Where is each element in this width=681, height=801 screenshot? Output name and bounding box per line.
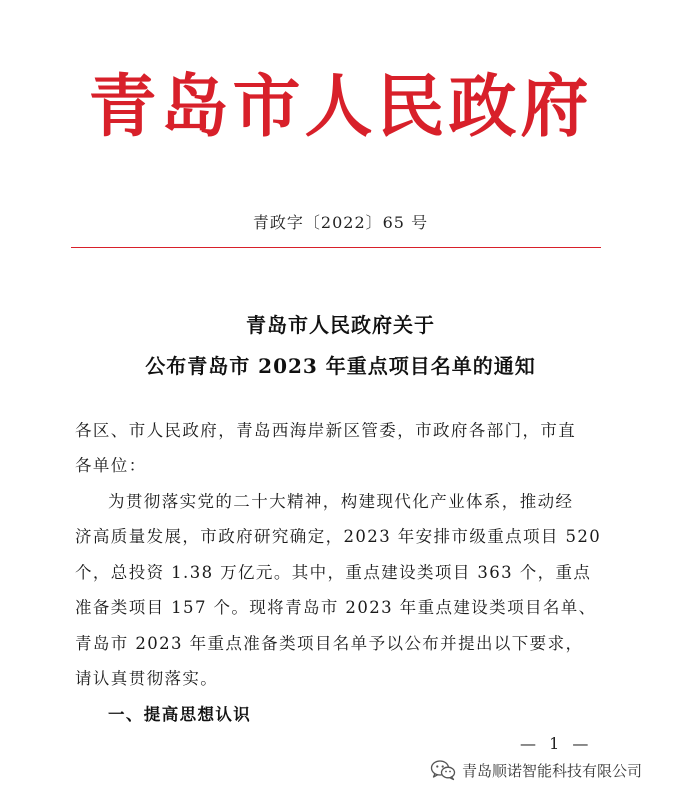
- body-paragraph-line-4: 准备类项目 157 个。现将青岛市 2023 年重点建设类项目名单、: [75, 598, 597, 617]
- notice-title-line-1: 青岛市人民政府关于: [246, 313, 435, 337]
- issuer-header: 青岛市人民政府: [88, 67, 593, 147]
- wechat-icon: [430, 759, 456, 781]
- body-paragraph-line-5: 青岛市 2023 年重点准备类项目名单予以公布并提出以下要求，: [75, 634, 584, 653]
- red-separator-line: [71, 247, 601, 248]
- page-number: — 1 —: [520, 734, 593, 753]
- body-paragraph-line-6: 请认真贯彻落实。: [75, 669, 219, 688]
- notice-title-line-2: 公布青岛市 2023 年重点项目名单的通知: [145, 354, 536, 378]
- body-line-addressees-cont: 各单位：: [75, 456, 147, 475]
- body-paragraph-line-2: 济高质量发展，市政府研究确定，2023 年安排市级重点项目 520: [75, 527, 602, 546]
- body-paragraph-line-1: 为贯彻落实党的二十大精神，构建现代化产业体系，推动经: [108, 492, 574, 511]
- body-line-addressees: 各区、市人民政府，青岛西海岸新区管委，市政府各部门，市直: [75, 421, 577, 440]
- watermark: [430, 758, 642, 782]
- watermark-text: 青岛顺诺智能科技有限公司: [462, 761, 643, 780]
- section-heading: 一、提高思想认识: [108, 705, 252, 724]
- body-paragraph-line-3: 个，总投资 1.38 万亿元。其中，重点建设类项目 363 个，重点: [75, 563, 592, 582]
- document-number: 青政字〔2022〕65 号: [252, 213, 429, 232]
